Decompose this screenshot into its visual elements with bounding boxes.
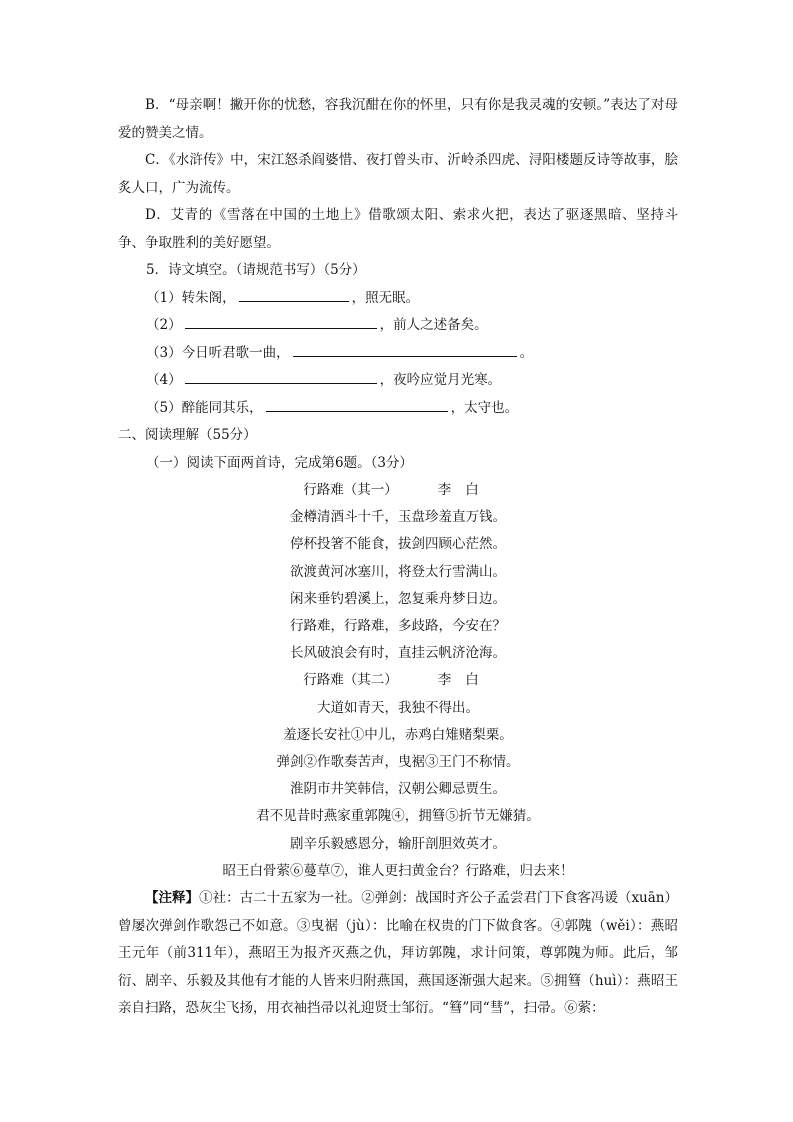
fill-line-1-pre: （1）转朱阁， [146,289,236,306]
answer-blank-5[interactable] [266,397,448,412]
poem-1-line: 行路难，行路难，多歧路，今安在？ [290,618,506,635]
fill-line-3-post: 。 [519,344,534,361]
poem-2-line: 昭王白骨萦⑥蔓草⑦，谁人更扫黄金台？行路难，归去来！ [222,862,574,879]
poem-2-line: 弹剑②作歌奏苦声，曳裾③王门不称情。 [276,754,520,771]
option-b: B．“母亲啊！撇开你的忧愁，容我沉酣在你的怀里，只有你是我灵魂的安顿。”表达了对母爱的赞美之情。 [118,97,678,141]
poem-2-title [118,667,678,694]
fill-line-2-pre: （2） [146,317,182,333]
fill-line-1 [118,285,678,313]
poem-1-line: 金樽清酒斗十千，玉盘珍羞直万钱。 [290,509,506,526]
fill-line-4-pre: （4） [146,372,182,388]
fill-line-5 [118,395,678,423]
section-2-intro: （一）阅读下面两首诗，完成第6题。（3分） [146,454,413,471]
poem-1-line: 欲渡黄河冰塞川，将登太行雪满山。 [290,563,506,580]
fill-line-1-post: ，照无眠。 [351,289,420,306]
poem-1-line: 闲来垂钓碧溪上，忽复乘舟梦日边。 [290,590,506,607]
question-5-title: 5．诗文填空。（请规范书写）（5分） [146,262,366,278]
poem-2-line: 君不见昔时燕家重郭隗④，拥篲⑤折节无嫌猜。 [256,808,540,825]
option-d: D．艾青的《雪落在中国的土地上》借歌颂太阳、索求火把，表达了驱逐黑暗、坚持斗争、争取胜利的美好愿望。 [118,207,678,251]
poem-2-line: 羞逐长安社①中儿，赤鸡白雉赌梨栗。 [283,726,513,743]
poem-2-line: 剧辛乐毅感恩分，输肝剖胆效英才。 [290,835,506,852]
fill-line-2-post: ，前人之述备矣。 [379,317,488,333]
fill-line-3-pre: （3）今日听君歌一曲， [146,344,290,361]
poem-2-title-text: 行路难（其二） [303,672,398,689]
annotation-notes [118,885,678,1023]
answer-blank-4[interactable] [185,369,377,384]
section-2-title: 二、阅读理解（55分） [118,427,257,443]
poem-1-line: 停杯投箸不能食，拔剑四顾心茫然。 [290,536,506,553]
poem-1-line: 长风破浪会有时，直挂云帆济沧海。 [290,645,506,662]
document-page [118,92,678,1023]
poem-2-line: 大道如青天，我独不得出。 [317,699,479,716]
answer-blank-2[interactable] [185,314,377,329]
fill-line-4-post: ，夜吟应觉月光寒。 [379,372,502,388]
fill-line-5-post: ，太守也。 [450,399,519,416]
annotation-text: ①社：古二十五家为一社。②弹剑：战国时齐公子孟尝君门下食客冯谖（xuān）曾屡次弹剑作歌怨己不如意。③曳裾（jù）：比喻在权贵的门下做食客。④郭隗（wěi）：燕昭王元年（前311年），燕昭王为报齐灭燕之仇，拜访郭隗，求计问策，尊郭隗为师。此后，邹衍、剧辛、乐毅及其他有才能的人皆来归附燕国，燕国逐渐强大起来。⑤拥篲（huì）：燕昭王亲自扫路，恐灰尘飞扬，用衣袖挡帚以礼迎贤士邹衍。“篲”同“彗”，扫帚。⑥萦： [118,890,679,1017]
annotation-label: 【注释】 [145,890,200,907]
fill-line-2 [118,312,678,340]
poem-1-title [118,477,678,504]
poem-1-title-text: 行路难（其一） [303,482,398,498]
poem-2-author: 李白 [437,672,493,689]
fill-line-4 [118,367,678,395]
poem-1-author: 李白 [437,482,493,498]
answer-blank-3[interactable] [293,342,517,357]
fill-line-3 [118,340,678,368]
option-c: C．《水浒传》中，宋江怒杀阎婆惜、夜打曾头市、沂岭杀四虎、浔阳楼题反诗等故事，脍炙人口，广为流传。 [118,152,678,196]
poem-2-line: 淮阴市井笑韩信，汉朝公卿忌贾生。 [290,781,506,798]
fill-line-5-pre: （5）醉能同其乐， [146,399,263,416]
answer-blank-1[interactable] [239,287,349,302]
